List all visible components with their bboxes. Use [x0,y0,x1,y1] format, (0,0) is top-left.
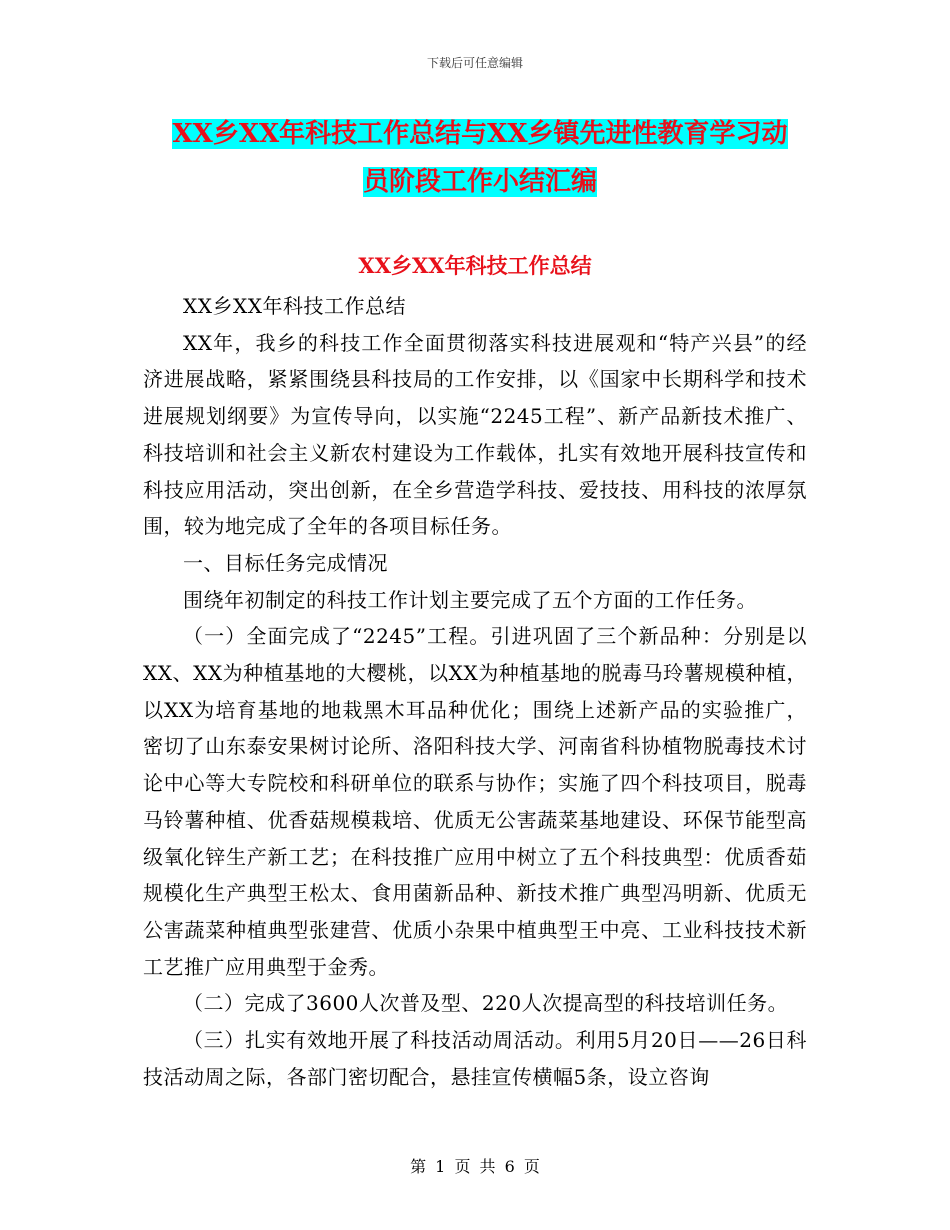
paragraph-item-2: （二）完成了3600人次普及型、220人次提高型的科技培训任务。 [183,991,789,1016]
section-title: XX乡XX年科技工作总结 [358,253,592,278]
body-text [143,288,807,1095]
document-title [150,110,810,206]
paragraph-item-3: （三）扎实有效地开展了科技活动周活动。利用5月20日——26日科技活动周之际，各部门密切配合，悬挂宣传横幅5条，设立咨询 [143,1028,807,1089]
paragraph-heading-1: 一、目标任务完成情况 [183,550,388,575]
title-line-2: 员阶段工作小结汇编 [362,167,597,197]
paragraph-intro: XX年，我乡的科技工作全面贯彻落实科技进展观和“特产兴县”的经济进展战略，紧紧围绕县科技局的工作安排，以《国家中长期科学和技术进展规划纲要》为宣传导向，以实施“2245工程”、新产品新技术推广、科技培训和社会主义新农村建设为工作载体，扎实有效地开展科技宣传和科技应用活动，突出创新，在全乡营造学科技、爱技技、用科技的浓厚氛围，较为地完成了全年的各项目标任务。 [143,330,807,539]
header-note: 下载后可任意编辑 [426,56,523,70]
paragraph-summary: 围绕年初制定的科技工作计划主要完成了五个方面的工作任务。 [183,587,757,612]
paragraph-item-1: （一）全面完成了“2245”工程。引进巩固了三个新品种：分别是以XX、XX为种植基地的大樱桃，以XX为种植基地的脱毒马玲薯规模种植，以XX为培育基地的地栽黑木耳品种优化；围绕上述新产品的实验推广，密切了山东泰安果树讨论所、洛阳科技大学、河南省科协植物脱毒技术讨论中心等大专院校和科研单位的联系与协作；实施了四个科技项目，脱毒马铃薯种植、优香菇规模栽培、优质无公害蔬菜基地建设、环保节能型高级氧化锌生产新工艺；在科技推广应用中树立了五个科技典型：优质香茹规模化生产典型王松太、食用菌新品种、新技术推广典型冯明新、优质无公害蔬菜种植典型张建营、优质小杂果中植典型王中亮、工业科技技术新工艺推广应用典型于金秀。 [143,624,807,979]
paragraph-subtitle: XX乡XX年科技工作总结 [183,294,406,318]
page-footer: 第 1 页 共 6 页 [410,1157,540,1176]
title-line-1: XX乡XX年科技工作总结与XX乡镇先进性教育学习动 [172,119,788,149]
